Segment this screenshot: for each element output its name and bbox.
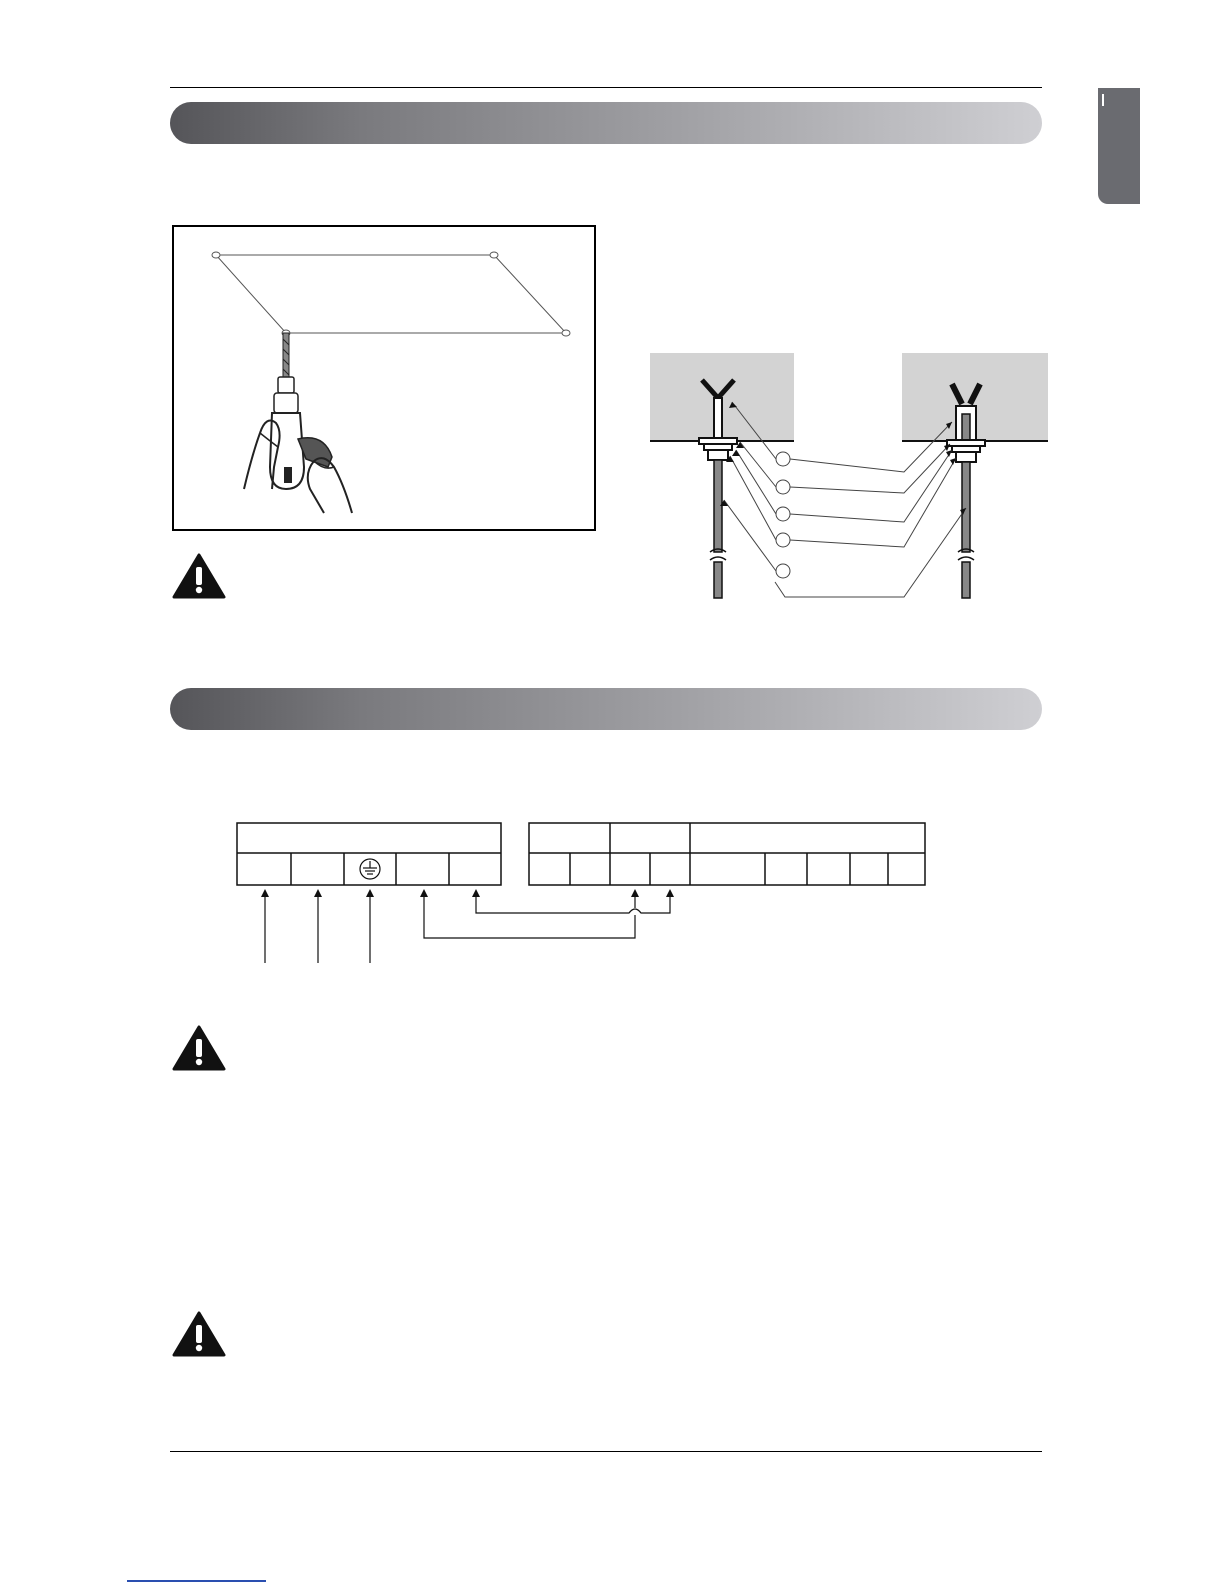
section-header-band-2 <box>170 688 1042 730</box>
ceiling-drilling-figure <box>172 225 596 531</box>
footer-link[interactable] <box>127 1580 266 1582</box>
header-rule <box>170 87 1042 88</box>
warning-triangle-icon <box>172 553 226 599</box>
footer-rule <box>170 1451 1042 1452</box>
drill-hand-icon <box>174 227 594 529</box>
warning-triangle-icon <box>172 1311 226 1357</box>
warning-triangle-icon <box>172 1025 226 1071</box>
anchor-bolt-figure <box>640 350 1050 605</box>
section-header-band-1 <box>170 102 1042 144</box>
language-tab[interactable] <box>1098 88 1140 204</box>
terminal-wiring-figure <box>230 815 940 965</box>
